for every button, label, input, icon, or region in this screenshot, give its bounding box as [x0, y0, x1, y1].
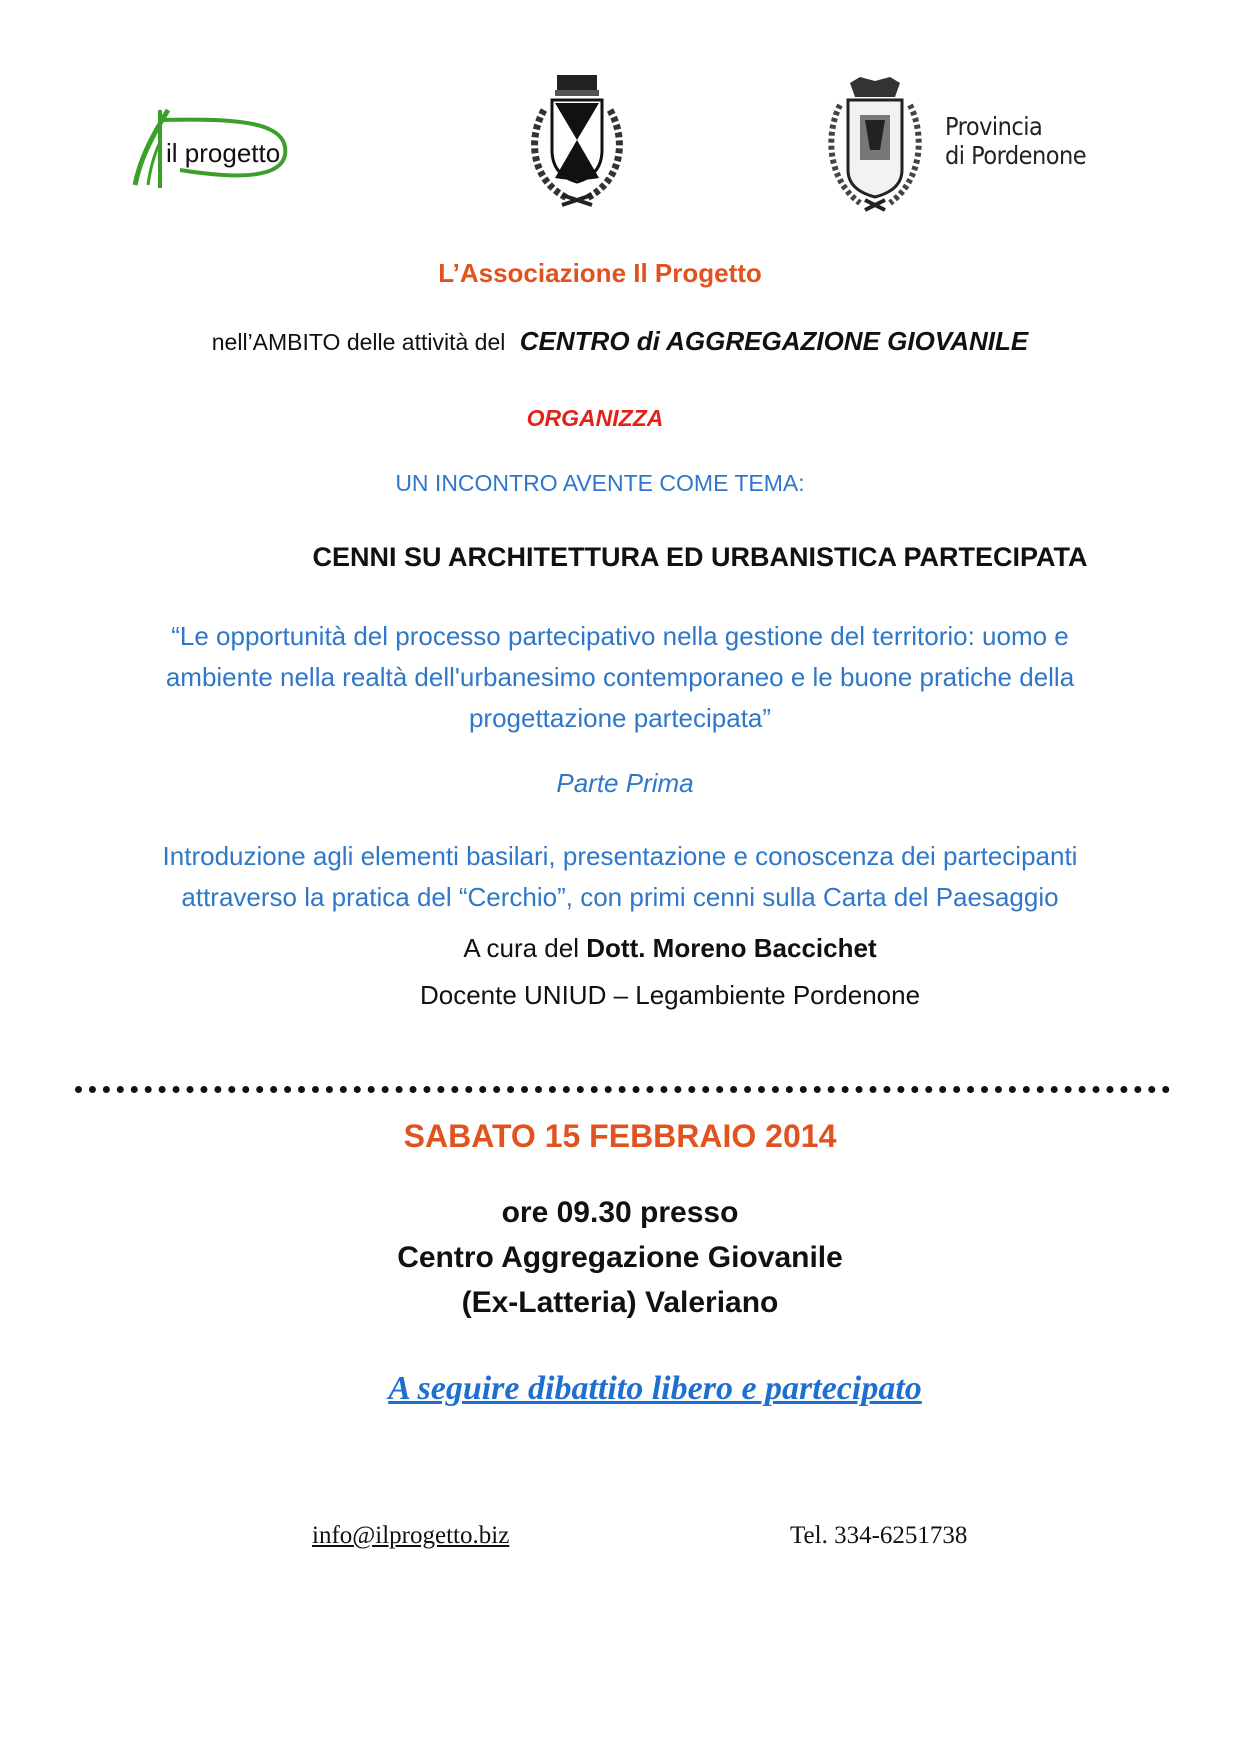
- curator-role: Docente UNIUD – Legambiente Pordenone: [419, 980, 921, 1010]
- context-prefix: nell’AMBITO delle attività del: [211, 329, 506, 355]
- province-crest: [820, 75, 930, 215]
- follow-up-link[interactable]: A seguire dibattito libero e partecipato: [388, 1370, 922, 1407]
- part-label: Parte Prima: [556, 768, 694, 798]
- theme-quote: [40, 616, 1200, 739]
- curator-name: Dott. Moreno Baccichet: [586, 933, 877, 963]
- municipal-crest-icon: [522, 70, 632, 215]
- phone-number: Tel. 334-6251738: [790, 1522, 968, 1549]
- theme-title: CENNI SU ARCHITETTURA ED URBANISTICA PARTECIPATA: [312, 542, 1088, 572]
- event-place-line: (Ex-Latteria) Valeriano: [461, 1286, 779, 1319]
- theme-quote-line: progettazione partecipata”: [468, 703, 772, 733]
- province-name: [945, 112, 1105, 170]
- intro-text: [40, 836, 1200, 918]
- event-time-place: [0, 1190, 1240, 1325]
- intro-line: attraverso la pratica del “Cerchio”, con primi cenni sulla Carta del Paesaggio: [181, 882, 1059, 912]
- province-name-line1: Provincia: [945, 112, 1043, 141]
- dotted-separator: [75, 1086, 1170, 1093]
- email-link[interactable]: info@ilprogetto.biz: [312, 1522, 510, 1549]
- context-center-name: CENTRO di AGGREGAZIONE GIOVANILE: [519, 326, 1029, 356]
- curated-prefix: A cura del: [463, 933, 580, 963]
- intro-line: Introduzione agli elementi basilari, presentazione e conoscenza dei partecipanti: [162, 841, 1078, 871]
- ilprogetto-logo-text: il progetto: [166, 138, 281, 168]
- logo-bar: [0, 70, 1240, 220]
- province-name-line2: di Pordenone: [945, 141, 1087, 170]
- theme-quote-line: “Le opportunità del processo partecipativo nella gestione del territorio: uomo e: [171, 621, 1069, 651]
- event-time-line: ore 09.30 presso: [501, 1196, 739, 1229]
- theme-quote-line: ambiente nella realtà dell'urbanesimo contemporaneo e le buone pratiche della: [165, 662, 1075, 692]
- association-name: L’Associazione Il Progetto: [438, 258, 762, 288]
- province-crest-icon: [820, 75, 930, 215]
- organizza-label: ORGANIZZA: [526, 405, 664, 431]
- incontro-label: UN INCONTRO AVENTE COME TEMA:: [395, 470, 805, 496]
- event-date: SABATO 15 FEBBRAIO 2014: [403, 1118, 837, 1154]
- curated-by: [50, 933, 1240, 964]
- context-line: [0, 326, 1240, 357]
- municipal-crest: [522, 70, 632, 215]
- ilprogetto-logo: [120, 100, 300, 190]
- ilprogetto-logo-icon: [120, 100, 300, 190]
- event-place-line: Centro Aggregazione Giovanile: [397, 1241, 843, 1274]
